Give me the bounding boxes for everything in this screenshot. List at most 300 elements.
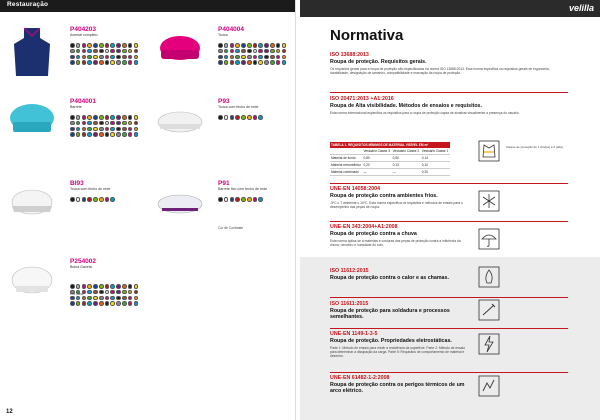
product-description: Avental completo bbox=[70, 33, 98, 37]
color-swatch bbox=[82, 284, 87, 289]
color-swatch bbox=[122, 121, 127, 126]
color-swatch bbox=[99, 132, 104, 137]
norm-code: UNE-EN 1149-1-3-5 bbox=[330, 331, 378, 337]
color-swatch bbox=[258, 49, 263, 54]
color-swatch bbox=[230, 60, 235, 65]
color-swatch bbox=[110, 290, 115, 295]
color-swatch bbox=[99, 43, 104, 48]
color-swatch bbox=[87, 197, 92, 202]
color-swatch bbox=[99, 55, 104, 60]
label-cor-contraste: Cor de Contraste bbox=[218, 226, 244, 230]
color-swatch bbox=[76, 301, 81, 306]
electrostatic-icon bbox=[478, 333, 500, 355]
cap-image bbox=[152, 26, 208, 78]
color-swatches bbox=[70, 43, 142, 65]
color-swatch bbox=[82, 121, 87, 126]
welding-icon bbox=[478, 299, 500, 321]
color-swatch bbox=[70, 296, 75, 301]
table-cell: 0,20 bbox=[362, 162, 391, 169]
color-swatch bbox=[253, 197, 258, 202]
color-swatch bbox=[105, 290, 110, 295]
color-swatch bbox=[76, 115, 81, 120]
color-swatch bbox=[116, 290, 121, 295]
color-swatch bbox=[276, 60, 281, 65]
color-swatch bbox=[235, 43, 240, 48]
color-swatch bbox=[282, 55, 287, 60]
cold-protection-icon bbox=[478, 190, 500, 212]
color-swatch bbox=[253, 55, 258, 60]
color-swatch bbox=[87, 290, 92, 295]
color-swatch bbox=[76, 43, 81, 48]
color-swatch bbox=[116, 296, 121, 301]
color-swatch bbox=[116, 60, 121, 65]
color-swatch bbox=[87, 55, 92, 60]
color-swatch bbox=[70, 43, 75, 48]
product-p404001 bbox=[0, 98, 146, 178]
color-swatch bbox=[105, 55, 110, 60]
norm-iso-11611 bbox=[330, 301, 470, 320]
section-header bbox=[0, 0, 296, 12]
color-swatch bbox=[218, 115, 223, 120]
color-swatch bbox=[128, 115, 133, 120]
color-swatch bbox=[105, 197, 110, 202]
electric-arc-icon bbox=[478, 375, 500, 397]
color-swatch bbox=[224, 49, 229, 54]
table-heading: TABELA 1. REQUISITOS MÍNIMOS DE MATERIAL VISÍVEL EM m² bbox=[330, 142, 450, 148]
norm-en-14058 bbox=[330, 186, 470, 209]
color-swatch bbox=[105, 301, 110, 306]
table-cell: 0,10 bbox=[421, 162, 450, 169]
color-swatch bbox=[224, 115, 229, 120]
product-description: Touca com fecho de rede bbox=[218, 105, 259, 109]
color-swatch bbox=[235, 115, 240, 120]
color-swatch bbox=[128, 121, 133, 126]
product-p404004 bbox=[148, 26, 294, 106]
color-swatch bbox=[134, 301, 139, 306]
color-swatch bbox=[282, 43, 287, 48]
color-swatches bbox=[70, 115, 142, 137]
color-swatch bbox=[122, 132, 127, 137]
color-swatch bbox=[116, 49, 121, 54]
brand-logo: velilla bbox=[568, 3, 594, 13]
norm-title: Roupa de proteção contra o calor e as chamas. bbox=[330, 275, 449, 281]
color-swatch bbox=[87, 60, 92, 65]
color-swatches bbox=[218, 115, 290, 120]
color-swatch bbox=[93, 296, 98, 301]
color-swatch bbox=[270, 55, 275, 60]
color-swatch bbox=[247, 49, 252, 54]
color-swatch bbox=[110, 115, 115, 120]
color-swatch bbox=[230, 115, 235, 120]
color-swatch bbox=[70, 60, 75, 65]
color-swatch bbox=[122, 43, 127, 48]
color-swatch bbox=[93, 121, 98, 126]
color-swatch bbox=[82, 127, 87, 132]
norm-iso-20471 bbox=[330, 96, 568, 115]
color-swatch bbox=[235, 60, 240, 65]
table-cell: Material combinado bbox=[330, 169, 362, 176]
color-swatch bbox=[82, 197, 87, 202]
color-swatch bbox=[99, 60, 104, 65]
catalog-page-right bbox=[300, 0, 600, 420]
color-swatch bbox=[105, 132, 110, 137]
norm-iso-13688 bbox=[330, 52, 568, 75]
flame-icon bbox=[478, 266, 500, 288]
color-swatch bbox=[241, 60, 246, 65]
color-swatch bbox=[276, 55, 281, 60]
color-swatch bbox=[128, 60, 133, 65]
color-swatch bbox=[93, 301, 98, 306]
table-cell: Material retrorrefletor bbox=[331, 163, 361, 167]
divider bbox=[330, 92, 568, 93]
color-swatch bbox=[247, 60, 252, 65]
color-swatch bbox=[70, 127, 75, 132]
norm-code: UNE-EN 343:2004+A1:2008 bbox=[330, 224, 398, 230]
chef-hat-image bbox=[4, 98, 60, 150]
color-swatch bbox=[247, 55, 252, 60]
color-swatch bbox=[105, 284, 110, 289]
table-cell: 0,80 bbox=[362, 155, 391, 162]
color-swatch bbox=[264, 60, 269, 65]
beret-image bbox=[4, 258, 60, 310]
color-swatch bbox=[93, 127, 98, 132]
color-swatch bbox=[76, 60, 81, 65]
color-swatch bbox=[105, 127, 110, 132]
color-swatch bbox=[128, 43, 133, 48]
color-swatch bbox=[82, 60, 87, 65]
color-swatch bbox=[134, 284, 139, 289]
color-swatch bbox=[270, 49, 275, 54]
norm-code: ISO 11612:2015 bbox=[330, 268, 369, 274]
color-swatch bbox=[105, 121, 110, 126]
color-swatch bbox=[235, 55, 240, 60]
color-swatch bbox=[253, 43, 258, 48]
color-swatch bbox=[134, 60, 139, 65]
color-swatch bbox=[116, 121, 121, 126]
product-code: P404004 bbox=[218, 26, 245, 33]
product-bi93 bbox=[0, 180, 146, 260]
product-code: P91 bbox=[218, 180, 230, 187]
color-swatch bbox=[99, 284, 104, 289]
catalog-page-left bbox=[0, 0, 296, 420]
product-code: P254002 bbox=[70, 258, 97, 265]
color-swatch bbox=[241, 49, 246, 54]
norm-code: ISO 20471:2013 +A1:2016 bbox=[330, 96, 394, 102]
color-swatch bbox=[122, 55, 127, 60]
color-swatch bbox=[253, 49, 258, 54]
color-swatch bbox=[230, 49, 235, 54]
product-description: Barrete fixo com fecho de rede bbox=[218, 187, 268, 191]
color-swatch bbox=[134, 43, 139, 48]
norm-title: Roupa de proteção. Requisitos gerais. bbox=[330, 59, 427, 65]
page-number: 12 bbox=[6, 409, 13, 415]
table-col-header: Vestuário Classe 1 bbox=[421, 149, 449, 153]
color-swatch bbox=[70, 301, 75, 306]
color-swatch bbox=[110, 301, 115, 306]
color-swatch bbox=[258, 43, 263, 48]
color-swatch bbox=[93, 115, 98, 120]
divider bbox=[330, 183, 568, 184]
color-swatch bbox=[87, 49, 92, 54]
color-swatch bbox=[87, 121, 92, 126]
norm-text: Os requisitos gerais para a roupa de proteção são especificados na norma ISO 13688:2013. Esta norma especifica os requisitos gerais de ergonomia, durabilidade, designação de tamanho, compatibilidade e marcação da roupa de proteção. bbox=[330, 67, 550, 76]
color-swatch bbox=[87, 43, 92, 48]
color-swatch bbox=[122, 284, 127, 289]
table-row bbox=[330, 162, 450, 169]
color-swatch bbox=[76, 127, 81, 132]
color-swatch bbox=[76, 49, 81, 54]
visibility-table bbox=[330, 142, 450, 176]
color-swatch bbox=[93, 197, 98, 202]
page-title: Normativa bbox=[330, 27, 404, 44]
color-swatch bbox=[116, 115, 121, 120]
color-swatch bbox=[82, 296, 87, 301]
color-swatch bbox=[128, 290, 133, 295]
table-cell: 0,13 bbox=[392, 162, 421, 169]
color-swatch bbox=[134, 115, 139, 120]
color-swatch bbox=[99, 121, 104, 126]
color-swatch bbox=[218, 43, 223, 48]
color-swatch bbox=[282, 60, 287, 65]
color-swatch bbox=[110, 127, 115, 132]
color-swatches bbox=[218, 43, 290, 65]
color-swatch bbox=[122, 60, 127, 65]
norm-code: ISO 13688:2013 bbox=[330, 52, 369, 58]
page-header bbox=[300, 0, 600, 17]
color-swatch bbox=[93, 290, 98, 295]
norm-en-1149 bbox=[330, 331, 470, 359]
color-swatch bbox=[270, 60, 275, 65]
color-swatch bbox=[76, 132, 81, 137]
norm-title: Roupa de proteção contra os perigos térmicos de um arco elétrico. bbox=[330, 382, 465, 394]
product-description: Touca bbox=[218, 33, 228, 37]
table-row bbox=[330, 155, 450, 162]
rain-protection-icon bbox=[478, 228, 500, 250]
color-swatch bbox=[270, 43, 275, 48]
color-swatch bbox=[105, 43, 110, 48]
color-swatch bbox=[76, 197, 81, 202]
color-swatch bbox=[70, 132, 75, 137]
table-cell: 0,50 bbox=[392, 155, 421, 162]
product-p254002 bbox=[0, 258, 146, 368]
divider bbox=[330, 297, 568, 298]
color-swatch bbox=[70, 197, 75, 202]
table-cell: 0,20 bbox=[421, 169, 450, 176]
color-swatch bbox=[122, 290, 127, 295]
color-swatch bbox=[241, 43, 246, 48]
divider bbox=[330, 372, 568, 373]
norm-text: Esta norma aplica-se a materiais e costuras das peças de proteção contra a influência da chuva, nevoeiro e humidade do solo. bbox=[330, 239, 461, 248]
color-swatch bbox=[253, 115, 258, 120]
net-cap-image bbox=[152, 98, 208, 150]
norm-title: Roupa de proteção contra a chuva bbox=[330, 231, 417, 237]
color-swatch bbox=[241, 197, 246, 202]
color-swatch bbox=[134, 290, 139, 295]
color-swatch bbox=[82, 115, 87, 120]
color-swatch bbox=[264, 49, 269, 54]
color-swatch bbox=[70, 55, 75, 60]
color-swatch bbox=[128, 132, 133, 137]
fixed-cap-image bbox=[152, 180, 208, 232]
color-swatch bbox=[116, 301, 121, 306]
color-swatch bbox=[99, 301, 104, 306]
color-swatch bbox=[134, 55, 139, 60]
product-code: P93 bbox=[218, 98, 230, 105]
color-swatch bbox=[116, 55, 121, 60]
product-description: Barrete bbox=[70, 105, 82, 109]
color-swatch bbox=[105, 49, 110, 54]
norm-code: UNE-EN 61482-1-2:2008 bbox=[330, 375, 390, 381]
color-swatch bbox=[110, 43, 115, 48]
color-swatch bbox=[122, 115, 127, 120]
norm-en-61482 bbox=[330, 375, 470, 394]
color-swatch bbox=[235, 49, 240, 54]
color-swatch bbox=[264, 43, 269, 48]
color-swatch bbox=[134, 49, 139, 54]
color-swatch bbox=[87, 296, 92, 301]
color-swatch bbox=[93, 60, 98, 65]
color-swatch bbox=[247, 43, 252, 48]
color-swatch bbox=[241, 115, 246, 120]
color-swatch bbox=[76, 284, 81, 289]
color-swatch bbox=[116, 132, 121, 137]
color-swatch bbox=[110, 121, 115, 126]
color-swatch bbox=[224, 43, 229, 48]
norm-title: Roupa de proteção para soldadura e processos semelhantes. bbox=[330, 308, 450, 320]
color-swatch bbox=[276, 43, 281, 48]
color-swatch bbox=[99, 197, 104, 202]
color-swatch bbox=[128, 296, 133, 301]
color-swatch bbox=[230, 55, 235, 60]
color-swatch bbox=[76, 296, 81, 301]
norm-code: UNE-EN 14058:2004 bbox=[330, 186, 381, 192]
table-row bbox=[330, 169, 450, 176]
apron-image bbox=[4, 26, 60, 78]
color-swatch bbox=[247, 197, 252, 202]
color-swatch bbox=[241, 55, 246, 60]
color-swatch bbox=[258, 55, 263, 60]
color-swatch bbox=[99, 290, 104, 295]
color-swatch bbox=[110, 284, 115, 289]
color-swatch bbox=[247, 115, 252, 120]
color-swatch bbox=[235, 197, 240, 202]
color-swatch bbox=[87, 301, 92, 306]
label-cor-base: Cor Base bbox=[70, 292, 84, 296]
color-swatch bbox=[134, 132, 139, 137]
color-swatch bbox=[105, 115, 110, 120]
table-col-header: Vestuário Classe 3 bbox=[363, 149, 391, 153]
divider bbox=[330, 328, 568, 329]
color-swatch bbox=[110, 197, 115, 202]
color-swatch bbox=[70, 121, 75, 126]
norm-title: Roupa de proteção. Propriedades eletrostáticas. bbox=[330, 338, 452, 344]
color-swatch bbox=[99, 296, 104, 301]
table-cell: — bbox=[392, 169, 421, 176]
color-swatch bbox=[99, 115, 104, 120]
color-swatch bbox=[128, 49, 133, 54]
color-swatch bbox=[105, 60, 110, 65]
color-swatch bbox=[122, 301, 127, 306]
color-swatch bbox=[218, 55, 223, 60]
color-swatch bbox=[128, 127, 133, 132]
table-cell: Material de fundo bbox=[330, 155, 362, 162]
color-swatch bbox=[87, 127, 92, 132]
color-swatch bbox=[122, 127, 127, 132]
divider bbox=[330, 221, 568, 222]
norm-text: Esta norma internacional especifica os requisitos para a roupa de proteção capaz de sinalizar visualmente a presença do usuário. bbox=[330, 111, 520, 115]
high-visibility-icon bbox=[478, 140, 500, 162]
color-swatch bbox=[230, 197, 235, 202]
color-swatch bbox=[122, 296, 127, 301]
color-swatch bbox=[128, 284, 133, 289]
color-swatch bbox=[218, 49, 223, 54]
color-swatch bbox=[76, 121, 81, 126]
color-swatch bbox=[224, 55, 229, 60]
color-swatch bbox=[258, 60, 263, 65]
color-swatch bbox=[116, 43, 121, 48]
color-swatch bbox=[105, 296, 110, 301]
table-col-header: Vestuário Classe 2 bbox=[392, 149, 420, 153]
norm-code: ISO 11611:2015 bbox=[330, 301, 369, 307]
color-swatch bbox=[134, 127, 139, 132]
color-swatch bbox=[134, 121, 139, 126]
table-cell: — bbox=[362, 169, 391, 176]
section-title: Restauração bbox=[7, 1, 49, 8]
color-swatch bbox=[134, 296, 139, 301]
color-swatch bbox=[128, 55, 133, 60]
color-swatch bbox=[258, 197, 263, 202]
color-swatch bbox=[76, 55, 81, 60]
color-swatch bbox=[110, 60, 115, 65]
color-swatch bbox=[116, 284, 121, 289]
product-code: P404001 bbox=[70, 98, 97, 105]
hv-note: Classe de proteção de 1 (baixa) a 3 (alta) bbox=[506, 145, 563, 149]
color-swatch bbox=[93, 132, 98, 137]
color-swatch bbox=[110, 296, 115, 301]
norm-en-343 bbox=[330, 224, 470, 247]
color-swatch bbox=[87, 115, 92, 120]
color-swatch bbox=[70, 49, 75, 54]
color-swatch bbox=[70, 284, 75, 289]
color-swatch bbox=[218, 60, 223, 65]
color-swatch bbox=[276, 49, 281, 54]
norm-title: Roupa de proteção contra ambientes frios. bbox=[330, 193, 438, 199]
norm-iso-11612 bbox=[330, 268, 470, 281]
color-swatch bbox=[82, 43, 87, 48]
color-swatch bbox=[230, 43, 235, 48]
color-swatches bbox=[70, 197, 142, 202]
color-swatch bbox=[82, 301, 87, 306]
color-swatch bbox=[116, 127, 121, 132]
norm-text: -5ºC ≤ T ambiente ≤ 10ºC. Esta norma especifica os requisitos e métodos de ensaio para o desempenho das peças de roupa. bbox=[330, 201, 463, 210]
color-swatch bbox=[253, 60, 258, 65]
product-description: Touca com fecho de rede bbox=[70, 187, 111, 191]
color-swatch bbox=[128, 301, 133, 306]
color-swatch bbox=[93, 55, 98, 60]
color-swatch bbox=[110, 55, 115, 60]
color-swatch bbox=[70, 115, 75, 120]
color-swatch bbox=[282, 49, 287, 54]
color-swatch bbox=[82, 132, 87, 137]
product-p91 bbox=[148, 180, 294, 260]
color-swatch bbox=[87, 284, 92, 289]
color-swatch bbox=[87, 132, 92, 137]
color-swatch bbox=[258, 115, 263, 120]
color-swatch bbox=[122, 49, 127, 54]
color-swatch bbox=[264, 55, 269, 60]
hairnet-cap-image bbox=[4, 180, 60, 232]
norm-title: Roupa de Alta visibilidade. Métodos de ensaios e requisitos. bbox=[330, 103, 482, 109]
